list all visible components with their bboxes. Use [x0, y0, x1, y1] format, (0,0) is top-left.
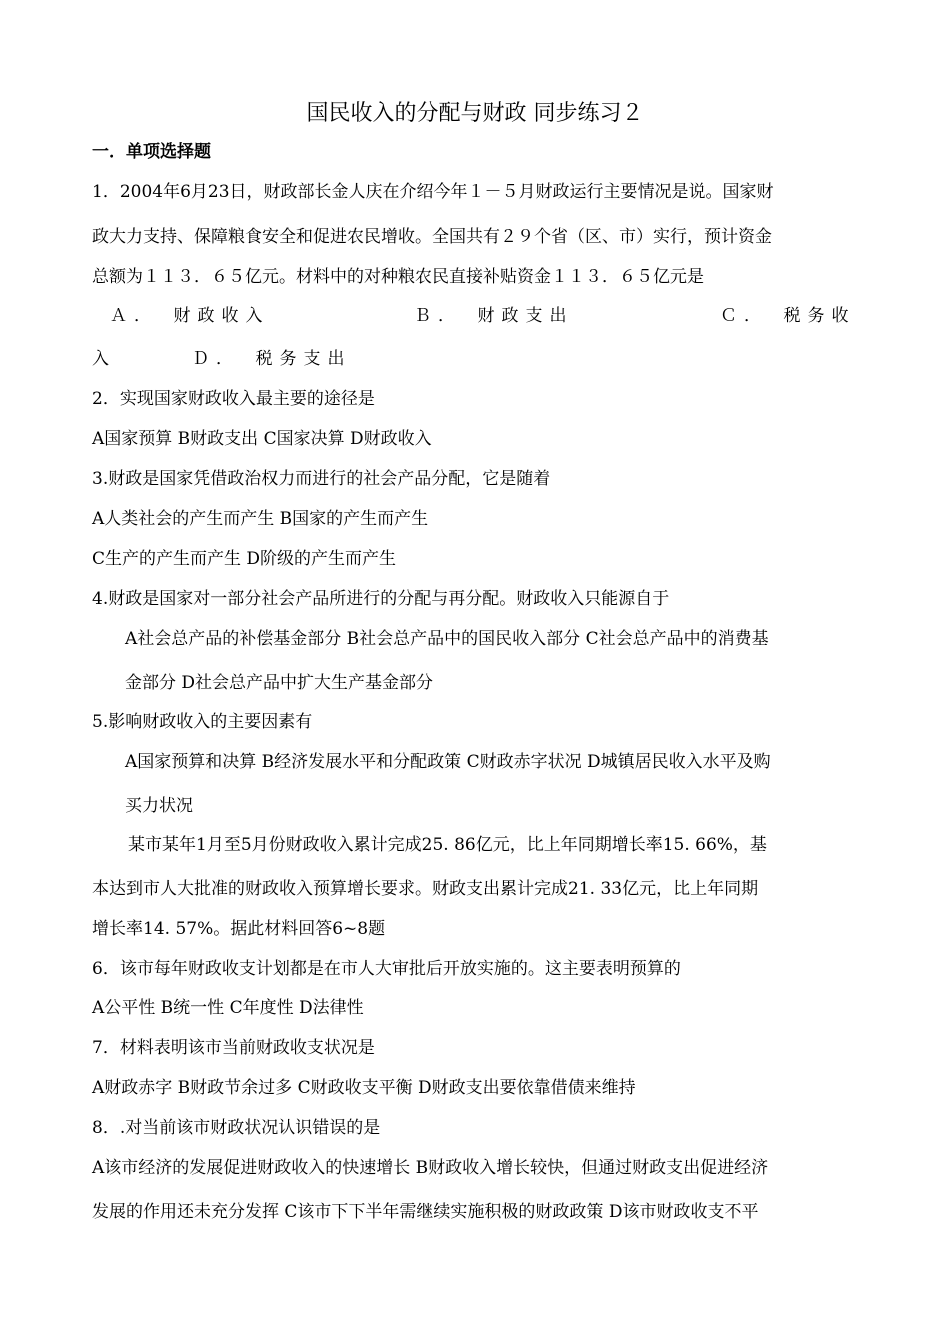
q3-options2: C生产的产生而产生 D阶级的产生而产生 — [92, 549, 397, 569]
q4-options2: 金部分 D社会总产品中扩大生产基金部分 — [125, 673, 434, 693]
q4-options1: A社会总产品的补偿基金部分 B社会总产品中的国民收入部分 C社会总产品中的消费基 — [125, 629, 769, 649]
q1-stem-line1: 1．2004年6月23日，财政部长金人庆在介绍今年１－５月财政运行主要情况是说。国家财 — [92, 182, 774, 202]
q1-option-a: Ａ． 财政收入 — [110, 306, 270, 326]
section-heading: 一．单项选择题 — [92, 142, 211, 162]
q1-stem-line2: 政大力支持、保障粮食安全和促进农民增收。全国共有２９个省（区、市）实行，预计资金 — [92, 227, 772, 247]
q6-stem: 6．该市每年财政收支计划都是在市人大审批后开放实施的。这主要表明预算的 — [92, 959, 681, 979]
q6-options: A公平性 B统一性 C年度性 D法律性 — [92, 998, 364, 1018]
q3-stem: 3.财政是国家凭借政治权力而进行的社会产品分配，它是随着 — [92, 469, 551, 489]
q8-options-line2: 发展的作用还未充分发挥 C该市下下半年需继续实施积极的财政政策 D该市财政收支不平 — [92, 1202, 759, 1222]
q1-stem-line3: 总额为１１３．６５亿元。材料中的对种粮农民直接补贴资金１１３．６５亿元是 — [92, 267, 704, 287]
q8-stem: 8．.对当前该市财政状况认识错误的是 — [92, 1118, 381, 1138]
q7-stem: 7．材料表明该市当前财政收支状况是 — [92, 1038, 375, 1058]
q4-stem: 4.财政是国家对一部分社会产品所进行的分配与再分配。财政收入只能源自于 — [92, 589, 670, 609]
q7-options: A财政赤字 B财政节余过多 C财政收支平衡 D财政支出要依靠借债来维持 — [92, 1078, 636, 1098]
material-line2: 本达到市人大批准的财政收入预算增长要求。财政支出累计完成21. 33亿元，比上年同期 — [92, 879, 759, 899]
q2-options: A国家预算 B财政支出 C国家决算 D财政收入 — [92, 429, 432, 449]
q1-option-c-cont: 入 — [92, 349, 116, 369]
material-line1: 某市某年1月至5月份财政收入累计完成25. 86亿元，比上年同期增长率15. 66%，基 — [128, 835, 767, 855]
q5-options2: 买力状况 — [125, 796, 193, 816]
q1-option-b: Ｂ． 财政支出 — [414, 306, 574, 326]
q1-option-d: Ｄ． 税务支出 — [192, 349, 352, 369]
q3-options1: A人类社会的产生而产生 B国家的产生而产生 — [92, 509, 429, 529]
q2-stem: 2．实现国家财政收入最主要的途径是 — [92, 389, 375, 409]
document-title: 国民收入的分配与财政 同步练习２ — [306, 101, 644, 126]
q8-options-line1: A该市经济的发展促进财政收入的快速增长 B财政收入增长较快，但通过财政支出促进经济 — [92, 1158, 769, 1178]
q1-option-c: Ｃ． 税务收 — [720, 306, 856, 326]
q5-stem: 5.影响财政收入的主要因素有 — [92, 712, 313, 732]
material-line3: 增长率14. 57%。据此材料回答6~8题 — [92, 919, 386, 939]
q5-options1: A国家预算和决算 B经济发展水平和分配政策 C财政赤字状况 D城镇居民收入水平及购 — [125, 752, 771, 772]
